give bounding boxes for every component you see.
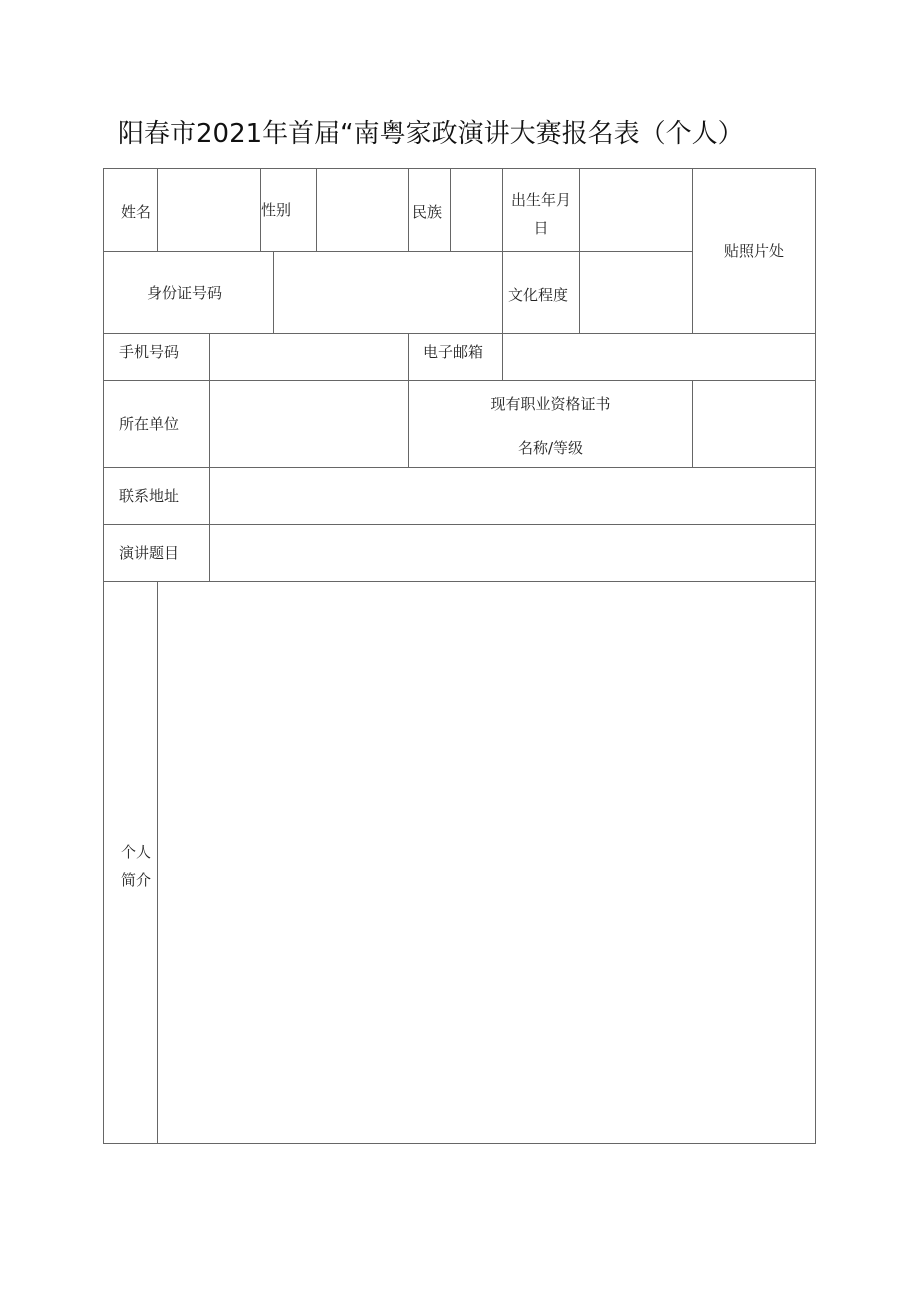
table-border-bottom: [103, 1143, 816, 1144]
phone-field[interactable]: [210, 334, 408, 380]
email-label: 电子邮箱: [423, 343, 484, 361]
phone-label: 手机号码: [119, 343, 180, 361]
speech-topic-field[interactable]: [210, 525, 815, 581]
address-label: 联系地址: [119, 487, 180, 505]
gender-field[interactable]: [317, 169, 408, 251]
birth-date-label-line2: 日: [533, 219, 549, 237]
table-border-left: [103, 168, 104, 1144]
gender-label: 性别: [261, 201, 292, 219]
name-field[interactable]: [158, 169, 260, 251]
employer-field[interactable]: [210, 381, 408, 467]
registration-form: [103, 168, 816, 1144]
certificate-label-line2: 名称/等级: [517, 439, 584, 457]
name-label: 姓名: [121, 203, 152, 221]
email-field[interactable]: [503, 334, 815, 380]
photo-area[interactable]: [693, 169, 815, 333]
education-label: 文化程度: [508, 286, 569, 304]
id-number-field[interactable]: [274, 252, 502, 333]
ethnicity-label: 民族: [412, 203, 443, 221]
form-title: 阳春市2021年首届“南粤家政演讲大赛报名表（个人）: [118, 119, 744, 149]
speech-topic-label: 演讲题目: [119, 544, 180, 562]
bio-label-line1: 个人: [121, 843, 152, 861]
bio-field[interactable]: [158, 582, 815, 1143]
table-border-right: [815, 168, 816, 1144]
column-divider: [408, 168, 409, 252]
address-field[interactable]: [210, 468, 815, 524]
birth-date-label: [503, 186, 579, 242]
certificate-label: [409, 382, 692, 470]
employer-label: 所在单位: [119, 415, 180, 433]
bio-label-line2: 简介: [121, 871, 152, 889]
education-field[interactable]: [580, 252, 692, 333]
birth-date-label-line1: 出生年月: [510, 191, 571, 209]
certificate-label-line1: 现有职业资格证书: [490, 395, 611, 413]
id-number-label: 身份证号码: [147, 284, 223, 302]
bio-label: [121, 838, 151, 894]
certificate-field[interactable]: [693, 381, 815, 467]
ethnicity-field[interactable]: [451, 169, 502, 251]
birth-date-field[interactable]: [580, 169, 692, 251]
photo-placeholder-label: 贴照片处: [723, 242, 784, 260]
